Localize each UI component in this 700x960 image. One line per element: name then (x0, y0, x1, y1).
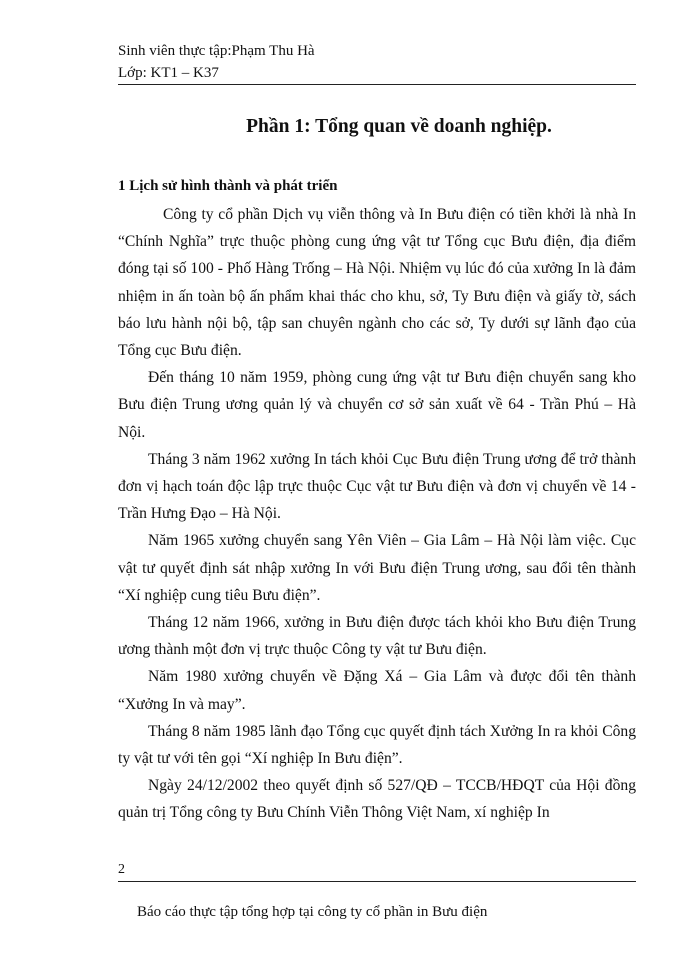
paragraph: Tháng 3 năm 1962 xưởng In tách khỏi Cục Bưu điện Trung ương để trở thành đơn vị hạch toán độc lập trực thuộc Cục vật tư Bưu điện và đơn vị chuyển về 14 - Trần Hưng Đạo – Hà Nội. (118, 450, 636, 523)
paragraph: Tháng 12 năm 1966, xưởng in Bưu điện được tách khỏi kho Bưu điện Trung ương thành một đơn vị trực thuộc Công ty vật tư Bưu điện. (118, 614, 636, 659)
page-footer: Báo cáo thực tập tổng hợp tại công ty cổ phần in Bưu điện (137, 904, 488, 920)
paragraph: Năm 1980 xưởng chuyển về Đặng Xá – Gia Lâm và được đổi tên thành “Xưởng In và may”. (118, 668, 636, 713)
page-header (118, 40, 638, 84)
header-divider (118, 84, 636, 85)
section-heading: 1 Lịch sử hình thành và phát triển (118, 178, 338, 194)
paragraph: Năm 1965 xưởng chuyển sang Yên Viên – Gia Lâm – Hà Nội làm việc. Cục vật tư quyết định sát nhập xưởng In với Bưu điện Trung ương, sau đổi tên thành “Xí nghiệp cung tiêu Bưu điện”. (118, 532, 636, 604)
section-body (118, 201, 636, 827)
paragraph: Ngày 24/12/2002 theo quyết định số 527/QĐ – TCCB/HĐQT của Hội đồng quản trị Tổng công ty Bưu Chính Viễn Thông Việt Nam, xí nghiệp In (118, 777, 636, 822)
paragraph: Tháng 8 năm 1985 lãnh đạo Tổng cục quyết định tách Xưởng In ra khỏi Công ty vật tư với tên gọi “Xí nghiệp In Bưu điện”. (118, 722, 636, 768)
paragraph: Công ty cổ phần Dịch vụ viễn thông và In Bưu điện có tiền khởi là nhà In “Chính Nghĩa” trực thuộc phòng cung ứng vật tư Tổng cục Bưu điện, địa điểm đóng tại số 100 - Phố Hàng Trống – Hà Nội. Nhiệm vụ lúc đó của xưởng In là đảm nhiệm in ấn toàn bộ ấn phẩm khai thác cho khu, sở, Ty Bưu điện và giấy tờ, sách báo lưu hành nội bộ, tập san chuyên ngành cho các sở, Ty dưới sự lãnh đạo của Tổng cục Bưu điện. (118, 206, 636, 360)
page-title: Phần 1: Tổng quan về doanh nghiệp. (246, 116, 552, 137)
header-class: Lớp: KT1 – K37 (118, 65, 219, 81)
header-student-name: Sinh viên thực tập:Phạm Thu Hà (118, 43, 315, 59)
paragraph: Đến tháng 10 năm 1959, phòng cung ứng vật tư Bưu điện chuyển sang kho Bưu điện Trung ương quản lý và chuyển cơ sở sản xuất về 64 - Trần Phú – Hà Nội. (118, 369, 636, 441)
page-number: 2 (118, 862, 125, 877)
footer-divider (118, 881, 636, 882)
